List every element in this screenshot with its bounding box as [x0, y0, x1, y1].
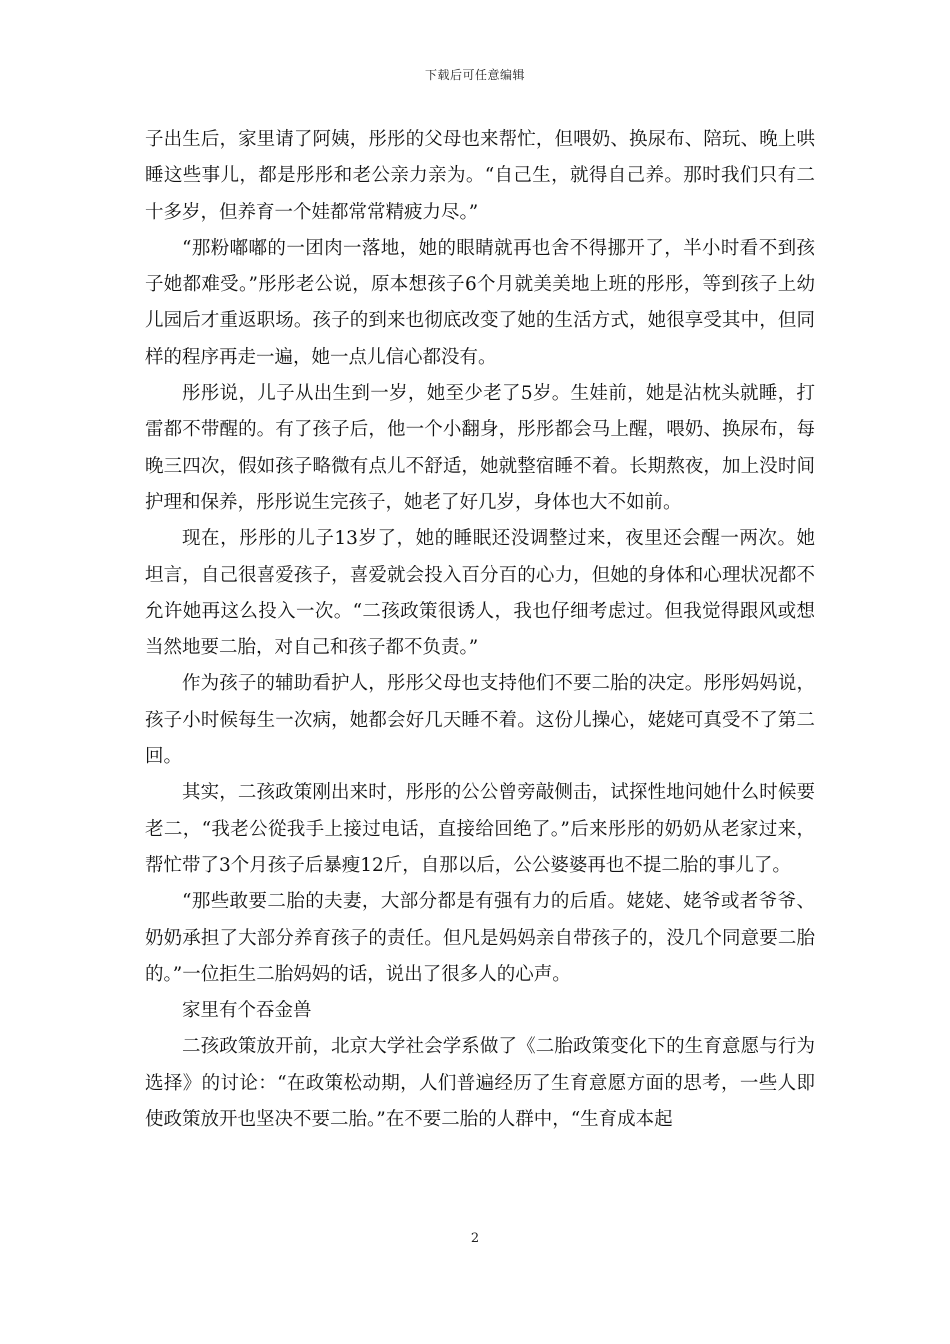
- section-heading: 家里有个吞金兽: [182, 1000, 312, 1022]
- paragraph: “那些敢要二胎的夫妻，大部分都是有强有力的后盾。姥姥、姥爷或者爷爷、奶奶承担了大部分养育孩子的责任。但凡是妈妈亲自带孩子的，没几个同意要二胎的。”一位拒生二胎妈妈的话，说出了很多人的心声。: [145, 891, 815, 985]
- paragraph: 作为孩子的辅助看护人，彤彤父母也支持他们不要二胎的决定。彤彤妈妈说，孩子小时候每生一次病，她都会好几天睡不着。这份儿操心，姥姥可真受不了第二回。: [145, 673, 815, 768]
- paragraph: 彤彤说，儿子从出生到一岁，她至少老了5岁。生娃前，她是沾枕头就睡，打雷都不带醒的。有了孩子后，他一个小翻身，彤彤都会马上醒，喂奶、换尿布，每晚三四次，假如孩子略微有点儿不舒适，她就整宿睡不着。长期熬夜，加上没时间护理和保养，彤彤说生完孩子，她老了好几岁，身体也大不如前。: [145, 383, 815, 513]
- page-header: 下载后可任意编辑: [424, 68, 525, 82]
- page-number: 2: [470, 1231, 480, 1246]
- paragraph: 二孩政策放开前，北京大学社会学系做了《二胎政策变化下的生育意愿与行为选择》的讨论：“在政策松动期，人们普遍经历了生育意愿方面的思考，一些人即使政策放开也坚决不要二胎。”在不要二胎的人群中，“生育成本起: [145, 1036, 815, 1131]
- document-body: [145, 122, 815, 1138]
- paragraph: “那粉嘟嘟的一团肉一落地，她的眼睛就再也舍不得挪开了，半小时看不到孩子她都难受。”彤彤老公说，原本想孩子6个月就美美地上班的彤彤，等到孩子上幼儿园后才重返职场。孩子的到来也彻底改变了她的生活方式，她很享受其中，但同样的程序再走一遍，她一点儿信心都没有。: [145, 237, 815, 368]
- paragraph: 其实，二孩政策刚出来时，彤彤的公公曾旁敲侧击，试探性地问她什么时候要老二，“我老公從我手上接过电话，直接给回绝了。”后来彤彤的奶奶从老家过来，帮忙带了3个月孩子后暴瘦12斤，自那以后，公公婆婆再也不提二胎的事儿了。: [145, 782, 815, 876]
- paragraph: 子出生后，家里请了阿姨，彤彤的父母也来帮忙，但喂奶、换尿布、陪玩、晚上哄睡这些事儿，都是彤彤和老公亲力亲为。“自己生，就得自己养。那时我们只有二十多岁，但养育一个娃都常常精疲力尽。”: [145, 129, 815, 223]
- paragraph: 现在，彤彤的儿子13岁了，她的睡眠还没调整过来，夜里还会醒一两次。她坦言，自己很喜爱孩子，喜爱就会投入百分百的心力，但她的身体和心理状况都不允许她再这么投入一次。“二孩政策很诱人，我也仔细考虑过。但我觉得跟风或想当然地要二胎，对自己和孩子都不负责。”: [145, 528, 815, 659]
